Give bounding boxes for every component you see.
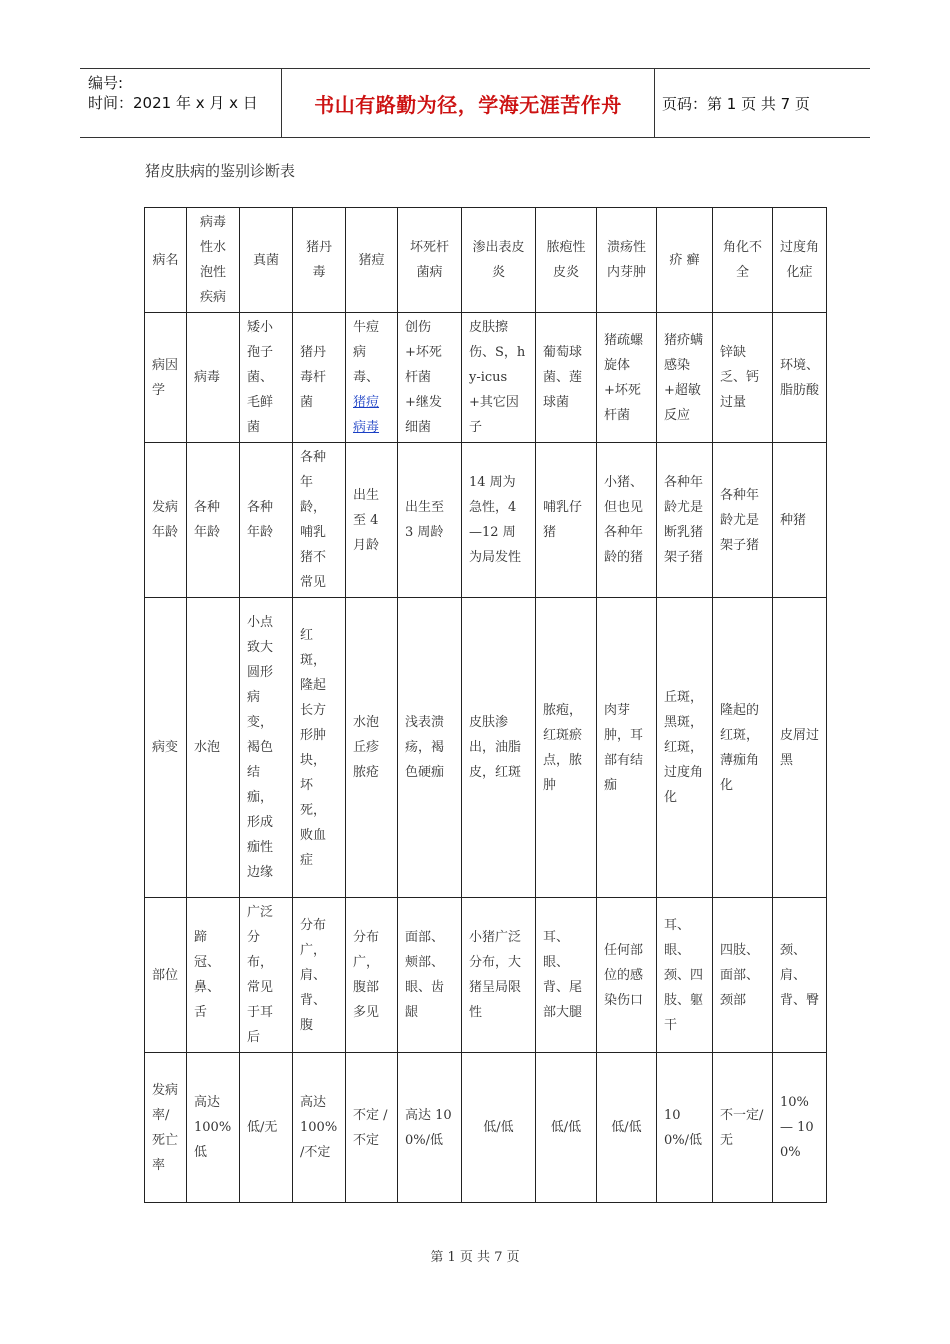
table-cell: 病毒: [187, 313, 240, 443]
row-label: 部位: [145, 898, 187, 1053]
table-cell: 高达 100%/低: [398, 1053, 462, 1203]
table-cell: 脓疱，红斑瘀点，脓肿: [536, 598, 597, 898]
page-info: 页码：第 1 页 共 7 页: [662, 95, 810, 113]
table-cell: 各种年龄: [187, 443, 240, 598]
table-cell: 颈、肩、背、臀: [773, 898, 827, 1053]
table-cell: 皮屑过黑: [773, 598, 827, 898]
table-cell: 分布广，肩、背、腹: [293, 898, 346, 1053]
table-cell: 低/无: [240, 1053, 293, 1203]
header-cell: 病名: [145, 208, 187, 313]
table-row: [145, 1053, 827, 1203]
table-header-row: [145, 208, 827, 313]
table-cell: 小点致大圆形病变，褐色结痂，形成痂性边缘: [240, 598, 293, 898]
document-header: [80, 68, 870, 138]
table-cell: 哺乳仔猪: [536, 443, 597, 598]
table-cell: 10% — 100%: [773, 1053, 827, 1203]
table-cell: 各种年龄，哺乳猪不常见: [293, 443, 346, 598]
header-cell: 真菌: [240, 208, 293, 313]
table-cell: 任何部位的感染伤口: [597, 898, 657, 1053]
table-cell: 高达 100% /不定: [293, 1053, 346, 1203]
page-footer: 第 1 页 共 7 页: [430, 1250, 520, 1265]
table-cell: 锌缺乏、钙过量: [713, 313, 773, 443]
header-cell: 病毒性水泡性疾病: [187, 208, 240, 313]
table-cell: 皮肤擦伤、S，hy-icus+其它因子: [462, 313, 536, 443]
table-cell: 低/低: [462, 1053, 536, 1203]
diagnosis-table: [144, 207, 827, 1203]
table-cell: 耳、眼、背、尾部大腿: [536, 898, 597, 1053]
swinepox-virus-link[interactable]: 猪痘病毒: [353, 395, 380, 435]
table-cell: 矮小孢子菌、毛鲜菌: [240, 313, 293, 443]
row-label: 病变: [145, 598, 187, 898]
table-cell: 肉芽肿，耳部有结痂: [597, 598, 657, 898]
header-cell: 溃疡性内芽肿: [597, 208, 657, 313]
header-meta: [88, 73, 258, 113]
table-row: [145, 598, 827, 898]
header-cell: 坏死杆菌病: [398, 208, 462, 313]
table-cell: 各种年龄尤是断乳猪架子猪: [657, 443, 713, 598]
table-cell: 小猪、但也见各种年龄的猪: [597, 443, 657, 598]
header-cell: 猪丹毒: [293, 208, 346, 313]
header-cell: 渗出表皮炎: [462, 208, 536, 313]
table-cell: 高达 100% 低: [187, 1053, 240, 1203]
table-cell: 不定 /不定: [346, 1053, 398, 1203]
table-cell-text: 牛痘病毒、: [353, 320, 380, 385]
row-label: 发病率/死亡率: [145, 1053, 187, 1203]
table-cell: 丘斑，黑斑，红斑，过度角化: [657, 598, 713, 898]
table-cell: 出生至 3 周龄: [398, 443, 462, 598]
table-cell: 分布广，腹部多见: [346, 898, 398, 1053]
row-label: 发病年龄: [145, 443, 187, 598]
table-cell: 出生至 4 月龄: [346, 443, 398, 598]
table-cell: 100%/低: [657, 1053, 713, 1203]
header-cell: 过度角化症: [773, 208, 827, 313]
table-cell: 耳、眼、颈、四肢、躯干: [657, 898, 713, 1053]
table-cell: 红斑，隆起长方形肿块，坏死，败血症: [293, 598, 346, 898]
row-label: 病因学: [145, 313, 187, 443]
document-title: 猪皮肤病的鉴别诊断表: [145, 162, 296, 180]
table-row: [145, 898, 827, 1053]
table-row: [145, 313, 827, 443]
table-cell: 水泡丘疹脓疮: [346, 598, 398, 898]
table-cell: 各种年龄: [240, 443, 293, 598]
table-cell: 四肢、面部、颈部: [713, 898, 773, 1053]
header-divider: [654, 69, 655, 137]
number-label: 编号:: [88, 74, 124, 92]
table-cell: 环境、脂肪酸: [773, 313, 827, 443]
table-cell: 葡萄球菌、莲球菌: [536, 313, 597, 443]
table-cell: 隆起的红斑，薄痂角化: [713, 598, 773, 898]
table-cell: 小猪广泛分布，大猪呈局限性: [462, 898, 536, 1053]
table-cell: 浅表溃疡，褐色硬痂: [398, 598, 462, 898]
table-cell: 猪丹毒杆菌: [293, 313, 346, 443]
table-cell: 不一定/无: [713, 1053, 773, 1203]
table-cell: 水泡: [187, 598, 240, 898]
header-cell: 疥 癣: [657, 208, 713, 313]
table-cell: 种猪: [773, 443, 827, 598]
table-row: [145, 443, 827, 598]
time-label: 时间：2021 年 x 月 x 日: [88, 94, 258, 112]
table-cell: 各种年龄尤是架子猪: [713, 443, 773, 598]
table-cell: 创伤+坏死杆菌+继发细菌: [398, 313, 462, 443]
header-cell: 脓疱性皮炎: [536, 208, 597, 313]
header-motto: 书山有路勤为径，学海无涯苦作舟: [314, 93, 622, 117]
table-cell: 猪疥螨感染+超敏反应: [657, 313, 713, 443]
table-cell: [346, 313, 398, 443]
table-cell: 低/低: [597, 1053, 657, 1203]
header-cell: 角化不全: [713, 208, 773, 313]
table-cell: 14 周为急性，4—12 周为局发性: [462, 443, 536, 598]
table-cell: 猪疏螺旋体+坏死杆菌: [597, 313, 657, 443]
header-cell: 猪痘: [346, 208, 398, 313]
table-cell: 广泛分布，常见于耳后: [240, 898, 293, 1053]
table-cell: 皮肤渗出，油脂皮，红斑: [462, 598, 536, 898]
table-cell: 低/低: [536, 1053, 597, 1203]
table-cell: 面部、颊部、眼、齿龈: [398, 898, 462, 1053]
table-cell: 蹄冠、鼻、舌: [187, 898, 240, 1053]
